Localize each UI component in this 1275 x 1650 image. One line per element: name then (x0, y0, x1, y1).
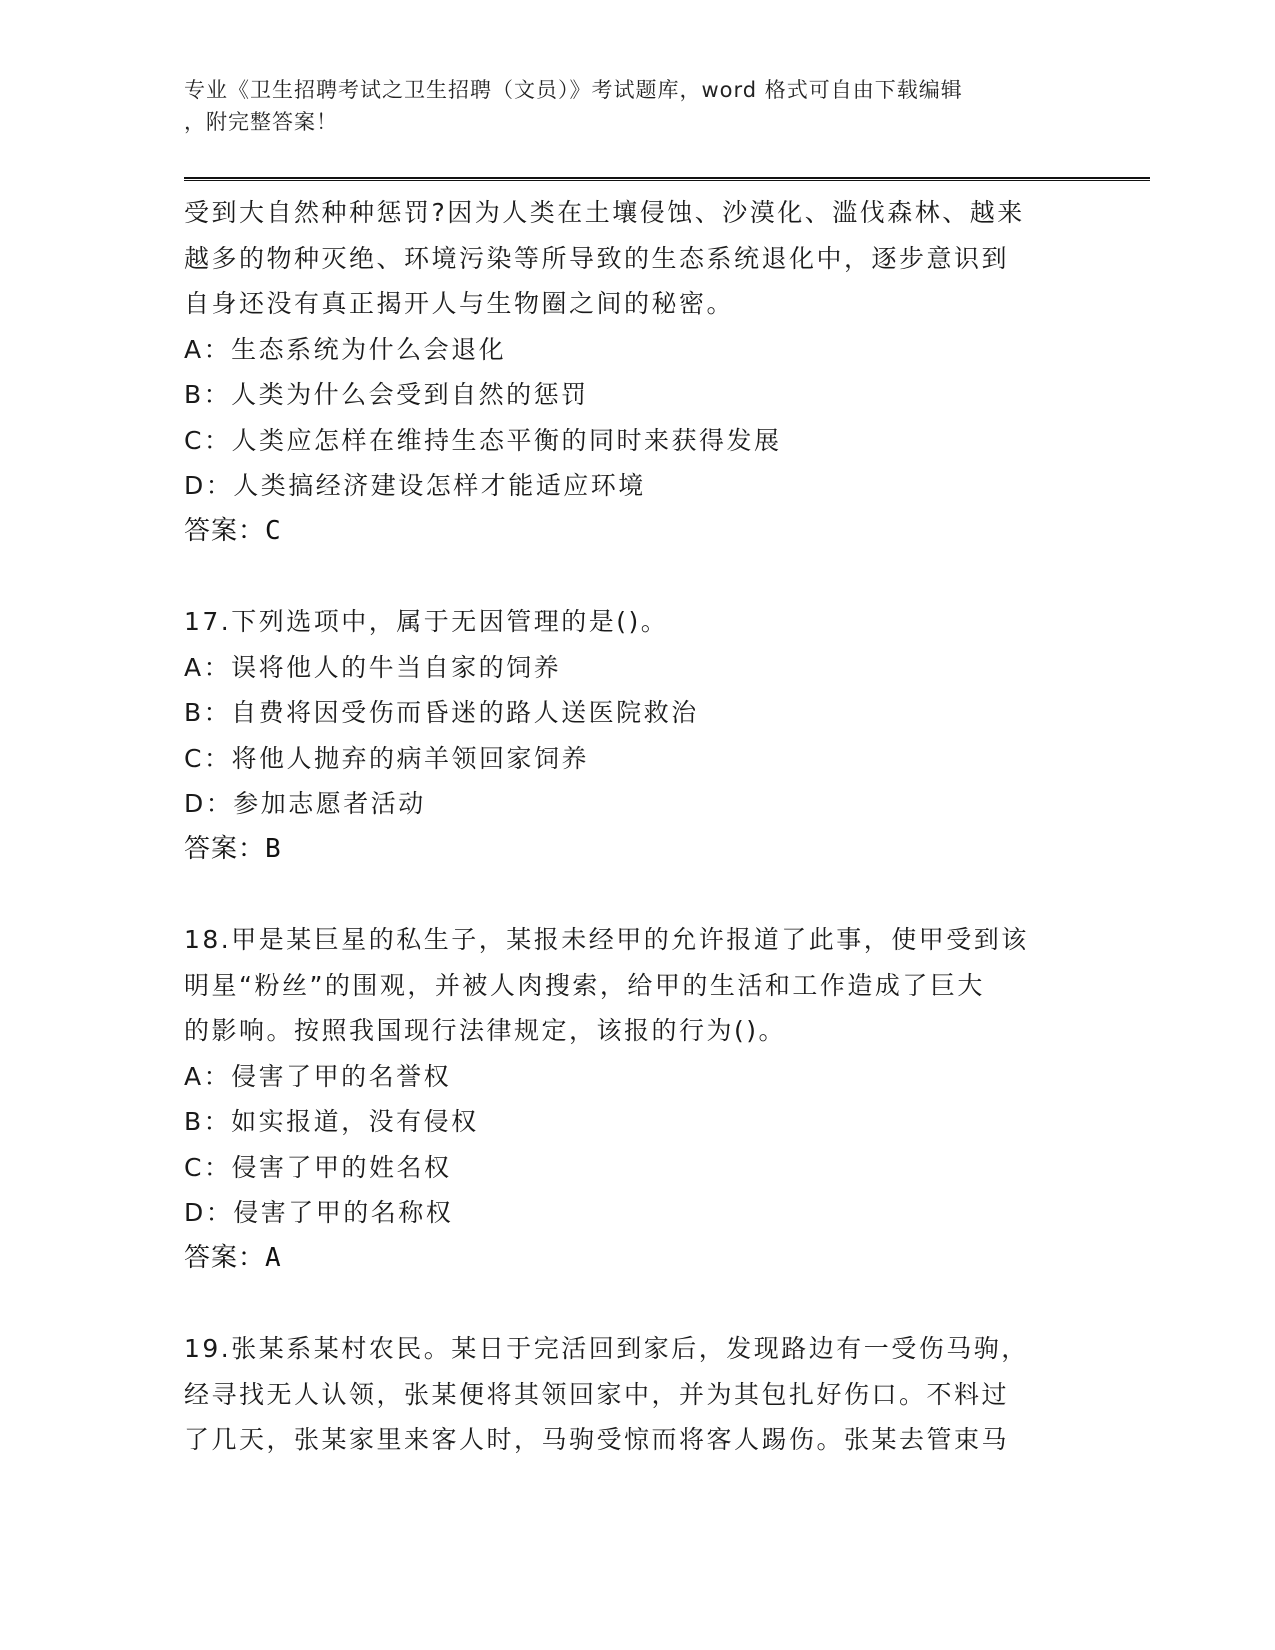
answer-label: 答案： (184, 515, 266, 546)
option-b: B：人类为什么会受到自然的惩罚 (184, 380, 589, 409)
header-line-2: ，附完整答案！ (184, 110, 338, 134)
option-a: A：生态系统为什么会退化 (184, 334, 507, 364)
answer (184, 827, 1084, 873)
question-18 (184, 917, 1084, 1281)
page-header (184, 74, 1084, 138)
spacer (184, 1281, 1084, 1326)
option-b: B：如实报道，没有侵权 (184, 1107, 479, 1136)
question-text-line: 19.张某系某村农民。某日于完活回到家后，发现路边有一受伤马驹， (184, 1334, 1029, 1363)
header-divider (184, 177, 1150, 181)
question-16 (184, 190, 1084, 554)
question-text-line: 自身还没有真正揭开人与生物圈之间的秘密。 (184, 289, 735, 318)
question-17 (184, 599, 1084, 872)
document-body (184, 190, 1084, 1463)
option-a: A：侵害了甲的名誉权 (184, 1061, 452, 1091)
answer-value: C (265, 515, 282, 546)
answer-value: A (265, 1242, 282, 1273)
question-19 (184, 1326, 1084, 1463)
answer-label: 答案： (184, 1242, 266, 1273)
question-text-line: 的影响。按照我国现行法律规定，该报的行为()。 (184, 1016, 787, 1045)
header-line-1: 专业《卫生招聘考试之卫生招聘（文员）》考试题库，word 格式可自由下载编辑 (184, 78, 963, 102)
option-c: C：侵害了甲的姓名权 (184, 1152, 452, 1182)
question-text-line: 了几天，张某家里来客人时，马驹受惊而将客人踢伤。张某去管束马 (184, 1425, 1010, 1454)
spacer (184, 554, 1084, 599)
option-b: B：自费将因受伤而昏迷的路人送医院救治 (184, 698, 699, 727)
option-d: D：人类搞经济建设怎样才能适应环境 (184, 471, 646, 500)
option-c: C：人类应怎样在维持生态平衡的同时来获得发展 (184, 425, 782, 455)
option-c: C：将他人抛弃的病羊领回家饲养 (184, 743, 589, 773)
question-text-line: 越多的物种灭绝、环境污染等所导致的生态系统退化中，逐步意识到 (184, 243, 1010, 273)
answer (184, 1236, 1084, 1282)
answer-value: B (265, 833, 282, 864)
answer-label: 答案： (184, 833, 266, 864)
question-text-line: 18.甲是某巨星的私生子，某报未经甲的允许报道了此事，使甲受到该 (184, 925, 1029, 954)
answer (184, 509, 1084, 555)
question-text-line: 明星“粉丝”的围观，并被人肉搜索，给甲的生活和工作造成了巨大 (184, 970, 985, 1000)
question-text-line: 受到大自然种种惩罚?因为人类在土壤侵蚀、沙漠化、滥伐森林、越来 (184, 198, 1025, 227)
spacer (184, 872, 1084, 917)
option-d: D：侵害了甲的名称权 (184, 1198, 454, 1227)
option-a: A：误将他人的牛当自家的饲养 (184, 652, 562, 682)
question-text-line: 17.下列选项中，属于无因管理的是()。 (184, 607, 669, 636)
option-d: D：参加志愿者活动 (184, 789, 426, 818)
question-text-line: 经寻找无人认领，张某便将其领回家中，并为其包扎好伤口。不料过 (184, 1379, 1010, 1409)
